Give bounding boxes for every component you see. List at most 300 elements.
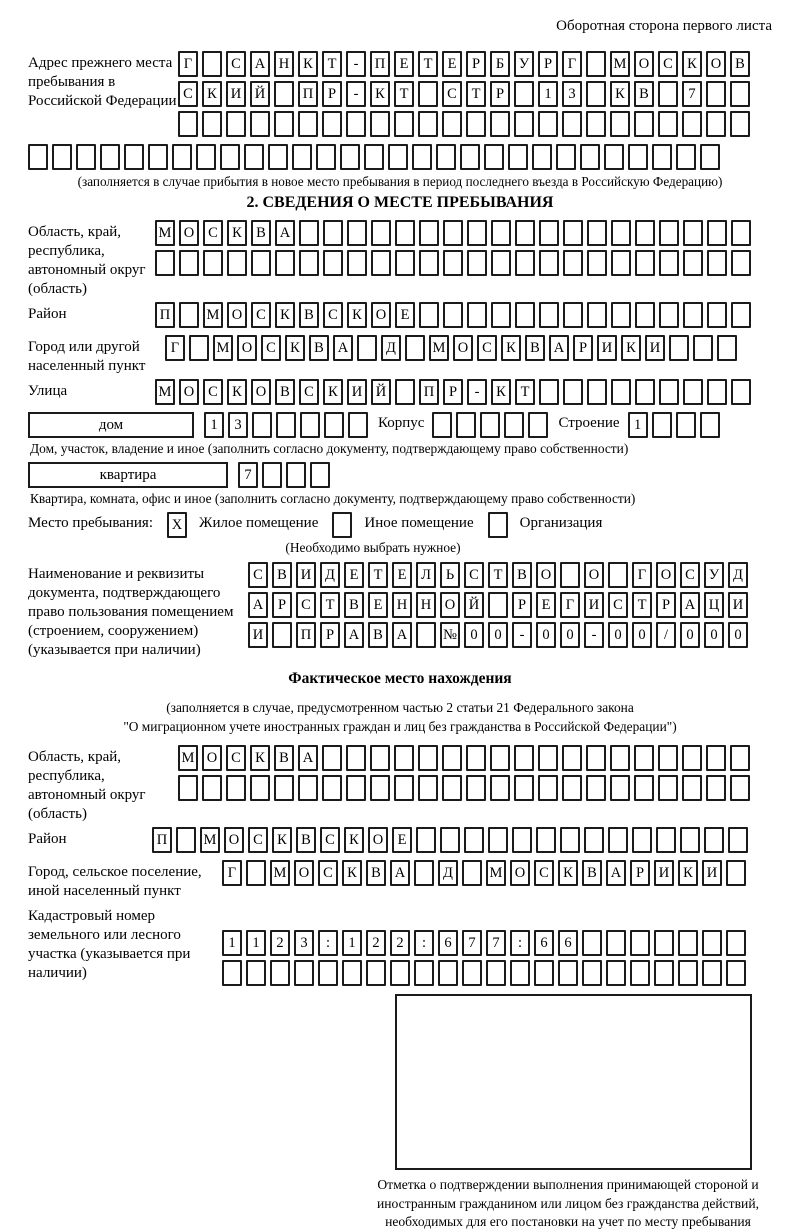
char-cell[interactable]: 1: [538, 81, 558, 107]
char-cell[interactable]: Г: [560, 592, 580, 618]
char-cell[interactable]: Ь: [440, 562, 460, 588]
char-cell[interactable]: М: [178, 745, 198, 771]
char-cell[interactable]: С: [248, 562, 268, 588]
checkbox-inoe-pomeshchenie[interactable]: [332, 512, 352, 538]
char-cell[interactable]: [611, 379, 631, 405]
char-cell[interactable]: [299, 250, 319, 276]
char-cell[interactable]: С: [226, 745, 246, 771]
char-cell[interactable]: [634, 775, 654, 801]
char-cell[interactable]: [323, 250, 343, 276]
char-cell[interactable]: [270, 960, 290, 986]
char-cell[interactable]: [683, 250, 703, 276]
char-cell[interactable]: О: [368, 827, 388, 853]
char-cell[interactable]: -: [584, 622, 604, 648]
char-cell[interactable]: [728, 827, 748, 853]
char-cell[interactable]: С: [178, 81, 198, 107]
char-cell[interactable]: [586, 745, 606, 771]
char-cell[interactable]: [414, 960, 434, 986]
char-cell[interactable]: [52, 144, 72, 170]
char-cell[interactable]: [414, 860, 434, 886]
char-cell[interactable]: Й: [250, 81, 270, 107]
char-cell[interactable]: [514, 81, 534, 107]
char-cell[interactable]: [706, 81, 726, 107]
char-cell[interactable]: [442, 775, 462, 801]
char-cell[interactable]: [394, 775, 414, 801]
char-cell[interactable]: [250, 111, 270, 137]
checkbox-organizatsiya[interactable]: [488, 512, 508, 538]
char-cell[interactable]: [466, 111, 486, 137]
char-cell[interactable]: [706, 775, 726, 801]
char-cell[interactable]: [659, 250, 679, 276]
char-cell[interactable]: [246, 860, 266, 886]
char-cell[interactable]: П: [370, 51, 390, 77]
char-cell[interactable]: [635, 220, 655, 246]
char-cell[interactable]: Р: [490, 81, 510, 107]
char-cell[interactable]: И: [597, 335, 617, 361]
char-cell[interactable]: П: [298, 81, 318, 107]
char-cell[interactable]: [395, 250, 415, 276]
char-cell[interactable]: М: [486, 860, 506, 886]
char-cell[interactable]: [682, 775, 702, 801]
char-cell[interactable]: М: [213, 335, 233, 361]
char-cell[interactable]: О: [237, 335, 257, 361]
char-cell[interactable]: С: [464, 562, 484, 588]
char-cell[interactable]: [412, 144, 432, 170]
char-cell[interactable]: 0: [488, 622, 508, 648]
char-cell[interactable]: [658, 745, 678, 771]
char-cell[interactable]: [611, 220, 631, 246]
char-cell[interactable]: 0: [536, 622, 556, 648]
char-cell[interactable]: [682, 745, 702, 771]
char-cell[interactable]: [586, 51, 606, 77]
char-cell[interactable]: [635, 302, 655, 328]
char-cell[interactable]: [226, 111, 246, 137]
char-cell[interactable]: О: [536, 562, 556, 588]
char-cell[interactable]: [515, 250, 535, 276]
char-cell[interactable]: Е: [368, 592, 388, 618]
char-cell[interactable]: 2: [270, 930, 290, 956]
char-cell[interactable]: [587, 379, 607, 405]
char-cell[interactable]: И: [702, 860, 722, 886]
char-cell[interactable]: М: [155, 220, 175, 246]
char-cell[interactable]: [294, 960, 314, 986]
char-cell[interactable]: №: [440, 622, 460, 648]
char-cell[interactable]: [539, 302, 559, 328]
char-cell[interactable]: [316, 144, 336, 170]
char-cell[interactable]: О: [227, 302, 247, 328]
char-cell[interactable]: Т: [515, 379, 535, 405]
char-cell[interactable]: В: [299, 302, 319, 328]
char-cell[interactable]: [700, 144, 720, 170]
char-cell[interactable]: [490, 111, 510, 137]
checkbox-zhiloe-pomeshchenie[interactable]: X: [167, 512, 187, 538]
char-cell[interactable]: К: [323, 379, 343, 405]
char-cell[interactable]: [298, 775, 318, 801]
char-cell[interactable]: Т: [488, 562, 508, 588]
char-cell[interactable]: [539, 250, 559, 276]
char-cell[interactable]: О: [202, 745, 222, 771]
char-cell[interactable]: К: [491, 379, 511, 405]
char-cell[interactable]: Р: [272, 592, 292, 618]
char-cell[interactable]: С: [226, 51, 246, 77]
char-cell[interactable]: [587, 220, 607, 246]
char-cell[interactable]: [370, 745, 390, 771]
char-cell[interactable]: С: [261, 335, 281, 361]
char-cell[interactable]: 1: [246, 930, 266, 956]
char-cell[interactable]: [488, 592, 508, 618]
char-cell[interactable]: [582, 960, 602, 986]
char-cell[interactable]: [298, 111, 318, 137]
char-cell[interactable]: А: [390, 860, 410, 886]
char-cell[interactable]: Е: [344, 562, 364, 588]
char-cell[interactable]: :: [318, 930, 338, 956]
char-cell[interactable]: [608, 562, 628, 588]
char-cell[interactable]: А: [333, 335, 353, 361]
char-cell[interactable]: [292, 144, 312, 170]
char-cell[interactable]: [252, 412, 272, 438]
char-cell[interactable]: [534, 960, 554, 986]
char-cell[interactable]: 7: [486, 930, 506, 956]
char-cell[interactable]: [370, 775, 390, 801]
char-cell[interactable]: [467, 302, 487, 328]
char-cell[interactable]: В: [512, 562, 532, 588]
char-cell[interactable]: [706, 745, 726, 771]
char-cell[interactable]: И: [654, 860, 674, 886]
char-cell[interactable]: С: [477, 335, 497, 361]
char-cell[interactable]: [658, 111, 678, 137]
char-cell[interactable]: [300, 412, 320, 438]
char-cell[interactable]: [366, 960, 386, 986]
char-cell[interactable]: [538, 111, 558, 137]
char-cell[interactable]: И: [226, 81, 246, 107]
char-cell[interactable]: В: [344, 592, 364, 618]
char-cell[interactable]: [322, 745, 342, 771]
char-cell[interactable]: [416, 827, 436, 853]
char-cell[interactable]: [730, 745, 750, 771]
char-cell[interactable]: К: [610, 81, 630, 107]
char-cell[interactable]: [702, 960, 722, 986]
char-cell[interactable]: О: [510, 860, 530, 886]
char-cell[interactable]: [491, 250, 511, 276]
char-cell[interactable]: Й: [464, 592, 484, 618]
char-cell[interactable]: К: [558, 860, 578, 886]
char-cell[interactable]: [274, 775, 294, 801]
char-cell[interactable]: Р: [322, 81, 342, 107]
char-cell[interactable]: 6: [558, 930, 578, 956]
char-cell[interactable]: О: [251, 379, 271, 405]
char-cell[interactable]: [347, 250, 367, 276]
char-cell[interactable]: [562, 775, 582, 801]
char-cell[interactable]: О: [294, 860, 314, 886]
char-cell[interactable]: [440, 827, 460, 853]
char-cell[interactable]: И: [347, 379, 367, 405]
char-cell[interactable]: [318, 960, 338, 986]
char-cell[interactable]: К: [342, 860, 362, 886]
char-cell[interactable]: Е: [395, 302, 415, 328]
char-cell[interactable]: С: [203, 379, 223, 405]
char-cell[interactable]: [515, 302, 535, 328]
char-cell[interactable]: [560, 827, 580, 853]
char-cell[interactable]: [654, 960, 674, 986]
char-cell[interactable]: [700, 412, 720, 438]
char-cell[interactable]: [563, 220, 583, 246]
char-cell[interactable]: К: [370, 81, 390, 107]
char-cell[interactable]: О: [706, 51, 726, 77]
char-cell[interactable]: [488, 827, 508, 853]
char-cell[interactable]: О: [224, 827, 244, 853]
char-cell[interactable]: [683, 379, 703, 405]
char-cell[interactable]: В: [730, 51, 750, 77]
char-cell[interactable]: Р: [630, 860, 650, 886]
char-cell[interactable]: 7: [238, 462, 258, 488]
char-cell[interactable]: [467, 220, 487, 246]
char-cell[interactable]: [702, 930, 722, 956]
char-cell[interactable]: [539, 379, 559, 405]
char-cell[interactable]: С: [442, 81, 462, 107]
char-cell[interactable]: [466, 745, 486, 771]
char-cell[interactable]: [634, 111, 654, 137]
char-cell[interactable]: [179, 250, 199, 276]
char-cell[interactable]: [395, 220, 415, 246]
char-cell[interactable]: [202, 111, 222, 137]
char-cell[interactable]: 1: [222, 930, 242, 956]
char-cell[interactable]: 2: [366, 930, 386, 956]
char-cell[interactable]: [586, 775, 606, 801]
char-cell[interactable]: [196, 144, 216, 170]
char-cell[interactable]: Т: [632, 592, 652, 618]
char-cell[interactable]: [370, 111, 390, 137]
char-cell[interactable]: Е: [392, 827, 412, 853]
char-cell[interactable]: 2: [390, 930, 410, 956]
char-cell[interactable]: [586, 81, 606, 107]
char-cell[interactable]: [419, 302, 439, 328]
char-cell[interactable]: [731, 302, 751, 328]
char-cell[interactable]: А: [298, 745, 318, 771]
char-cell[interactable]: Р: [538, 51, 558, 77]
char-cell[interactable]: [563, 302, 583, 328]
char-cell[interactable]: Р: [320, 622, 340, 648]
char-cell[interactable]: Г: [222, 860, 242, 886]
char-cell[interactable]: [276, 412, 296, 438]
char-cell[interactable]: Р: [443, 379, 463, 405]
char-cell[interactable]: [299, 220, 319, 246]
char-cell[interactable]: [491, 220, 511, 246]
char-cell[interactable]: [562, 111, 582, 137]
char-cell[interactable]: [371, 250, 391, 276]
char-cell[interactable]: [730, 775, 750, 801]
char-cell[interactable]: [632, 827, 652, 853]
char-cell[interactable]: [514, 745, 534, 771]
char-cell[interactable]: Н: [392, 592, 412, 618]
char-cell[interactable]: Е: [442, 51, 462, 77]
char-cell[interactable]: [418, 81, 438, 107]
char-cell[interactable]: С: [318, 860, 338, 886]
char-cell[interactable]: [610, 745, 630, 771]
char-cell[interactable]: 3: [562, 81, 582, 107]
char-cell[interactable]: [611, 302, 631, 328]
char-cell[interactable]: В: [275, 379, 295, 405]
char-cell[interactable]: [563, 379, 583, 405]
char-cell[interactable]: [584, 827, 604, 853]
char-cell[interactable]: 6: [534, 930, 554, 956]
char-cell[interactable]: [178, 111, 198, 137]
char-cell[interactable]: [582, 930, 602, 956]
char-cell[interactable]: К: [272, 827, 292, 853]
char-cell[interactable]: [274, 81, 294, 107]
char-cell[interactable]: [491, 302, 511, 328]
char-cell[interactable]: К: [298, 51, 318, 77]
char-cell[interactable]: [364, 144, 384, 170]
char-cell[interactable]: [726, 960, 746, 986]
char-cell[interactable]: О: [371, 302, 391, 328]
char-cell[interactable]: Е: [394, 51, 414, 77]
char-cell[interactable]: К: [250, 745, 270, 771]
char-cell[interactable]: С: [203, 220, 223, 246]
char-cell[interactable]: [490, 745, 510, 771]
char-cell[interactable]: П: [419, 379, 439, 405]
char-cell[interactable]: [340, 144, 360, 170]
char-cell[interactable]: [669, 335, 689, 361]
char-cell[interactable]: [606, 960, 626, 986]
char-cell[interactable]: [442, 745, 462, 771]
char-cell[interactable]: [606, 930, 626, 956]
char-cell[interactable]: [202, 51, 222, 77]
char-cell[interactable]: -: [346, 51, 366, 77]
char-cell[interactable]: В: [368, 622, 388, 648]
char-cell[interactable]: [659, 220, 679, 246]
char-cell[interactable]: [608, 827, 628, 853]
char-cell[interactable]: [226, 775, 246, 801]
char-cell[interactable]: О: [656, 562, 676, 588]
char-cell[interactable]: [124, 144, 144, 170]
char-cell[interactable]: [682, 111, 702, 137]
char-cell[interactable]: [443, 302, 463, 328]
char-cell[interactable]: Т: [368, 562, 388, 588]
char-cell[interactable]: В: [251, 220, 271, 246]
char-cell[interactable]: [405, 335, 425, 361]
char-cell[interactable]: К: [344, 827, 364, 853]
char-cell[interactable]: М: [200, 827, 220, 853]
char-cell[interactable]: [563, 250, 583, 276]
char-cell[interactable]: [656, 827, 676, 853]
char-cell[interactable]: С: [658, 51, 678, 77]
char-cell[interactable]: -: [346, 81, 366, 107]
char-cell[interactable]: И: [645, 335, 665, 361]
char-cell[interactable]: [678, 960, 698, 986]
char-cell[interactable]: В: [525, 335, 545, 361]
char-cell[interactable]: С: [251, 302, 271, 328]
char-cell[interactable]: [683, 302, 703, 328]
char-cell[interactable]: М: [203, 302, 223, 328]
char-cell[interactable]: С: [299, 379, 319, 405]
char-cell[interactable]: [189, 335, 209, 361]
char-cell[interactable]: 0: [704, 622, 724, 648]
char-cell[interactable]: Г: [178, 51, 198, 77]
char-cell[interactable]: [438, 960, 458, 986]
char-cell[interactable]: [390, 960, 410, 986]
char-cell[interactable]: [324, 412, 344, 438]
char-cell[interactable]: Р: [512, 592, 532, 618]
char-cell[interactable]: [707, 250, 727, 276]
char-cell[interactable]: К: [678, 860, 698, 886]
char-cell[interactable]: 0: [560, 622, 580, 648]
char-cell[interactable]: [286, 462, 306, 488]
char-cell[interactable]: [274, 111, 294, 137]
char-cell[interactable]: [268, 144, 288, 170]
char-cell[interactable]: [76, 144, 96, 170]
char-cell[interactable]: О: [179, 220, 199, 246]
char-cell[interactable]: Н: [416, 592, 436, 618]
char-cell[interactable]: С: [680, 562, 700, 588]
char-cell[interactable]: О: [584, 562, 604, 588]
char-cell[interactable]: [462, 960, 482, 986]
char-cell[interactable]: [680, 827, 700, 853]
char-cell[interactable]: [227, 250, 247, 276]
char-cell[interactable]: В: [582, 860, 602, 886]
char-cell[interactable]: [556, 144, 576, 170]
char-cell[interactable]: [528, 412, 548, 438]
char-cell[interactable]: [464, 827, 484, 853]
char-cell[interactable]: [539, 220, 559, 246]
char-cell[interactable]: [706, 111, 726, 137]
char-cell[interactable]: Д: [381, 335, 401, 361]
char-cell[interactable]: [659, 302, 679, 328]
char-cell[interactable]: [28, 144, 48, 170]
char-cell[interactable]: А: [549, 335, 569, 361]
char-cell[interactable]: [262, 462, 282, 488]
char-cell[interactable]: [658, 81, 678, 107]
char-cell[interactable]: В: [296, 827, 316, 853]
char-cell[interactable]: [155, 250, 175, 276]
char-cell[interactable]: [532, 144, 552, 170]
char-cell[interactable]: [322, 111, 342, 137]
char-cell[interactable]: 0: [632, 622, 652, 648]
kvartira-box[interactable]: квартира: [28, 462, 228, 488]
char-cell[interactable]: [394, 745, 414, 771]
char-cell[interactable]: [678, 930, 698, 956]
char-cell[interactable]: :: [510, 930, 530, 956]
char-cell[interactable]: [244, 144, 264, 170]
char-cell[interactable]: В: [272, 562, 292, 588]
char-cell[interactable]: [342, 960, 362, 986]
char-cell[interactable]: С: [296, 592, 316, 618]
char-cell[interactable]: [251, 250, 271, 276]
char-cell[interactable]: [634, 745, 654, 771]
char-cell[interactable]: [178, 775, 198, 801]
char-cell[interactable]: [456, 412, 476, 438]
char-cell[interactable]: /: [656, 622, 676, 648]
char-cell[interactable]: Т: [322, 51, 342, 77]
char-cell[interactable]: [250, 775, 270, 801]
char-cell[interactable]: И: [584, 592, 604, 618]
char-cell[interactable]: [628, 144, 648, 170]
char-cell[interactable]: [484, 144, 504, 170]
char-cell[interactable]: П: [296, 622, 316, 648]
char-cell[interactable]: [323, 220, 343, 246]
char-cell[interactable]: 1: [628, 412, 648, 438]
char-cell[interactable]: [395, 379, 415, 405]
char-cell[interactable]: В: [634, 81, 654, 107]
char-cell[interactable]: [707, 302, 727, 328]
char-cell[interactable]: [394, 111, 414, 137]
char-cell[interactable]: Р: [466, 51, 486, 77]
char-cell[interactable]: [587, 302, 607, 328]
char-cell[interactable]: [610, 111, 630, 137]
char-cell[interactable]: [558, 960, 578, 986]
char-cell[interactable]: [676, 144, 696, 170]
char-cell[interactable]: [179, 302, 199, 328]
char-cell[interactable]: У: [704, 562, 724, 588]
